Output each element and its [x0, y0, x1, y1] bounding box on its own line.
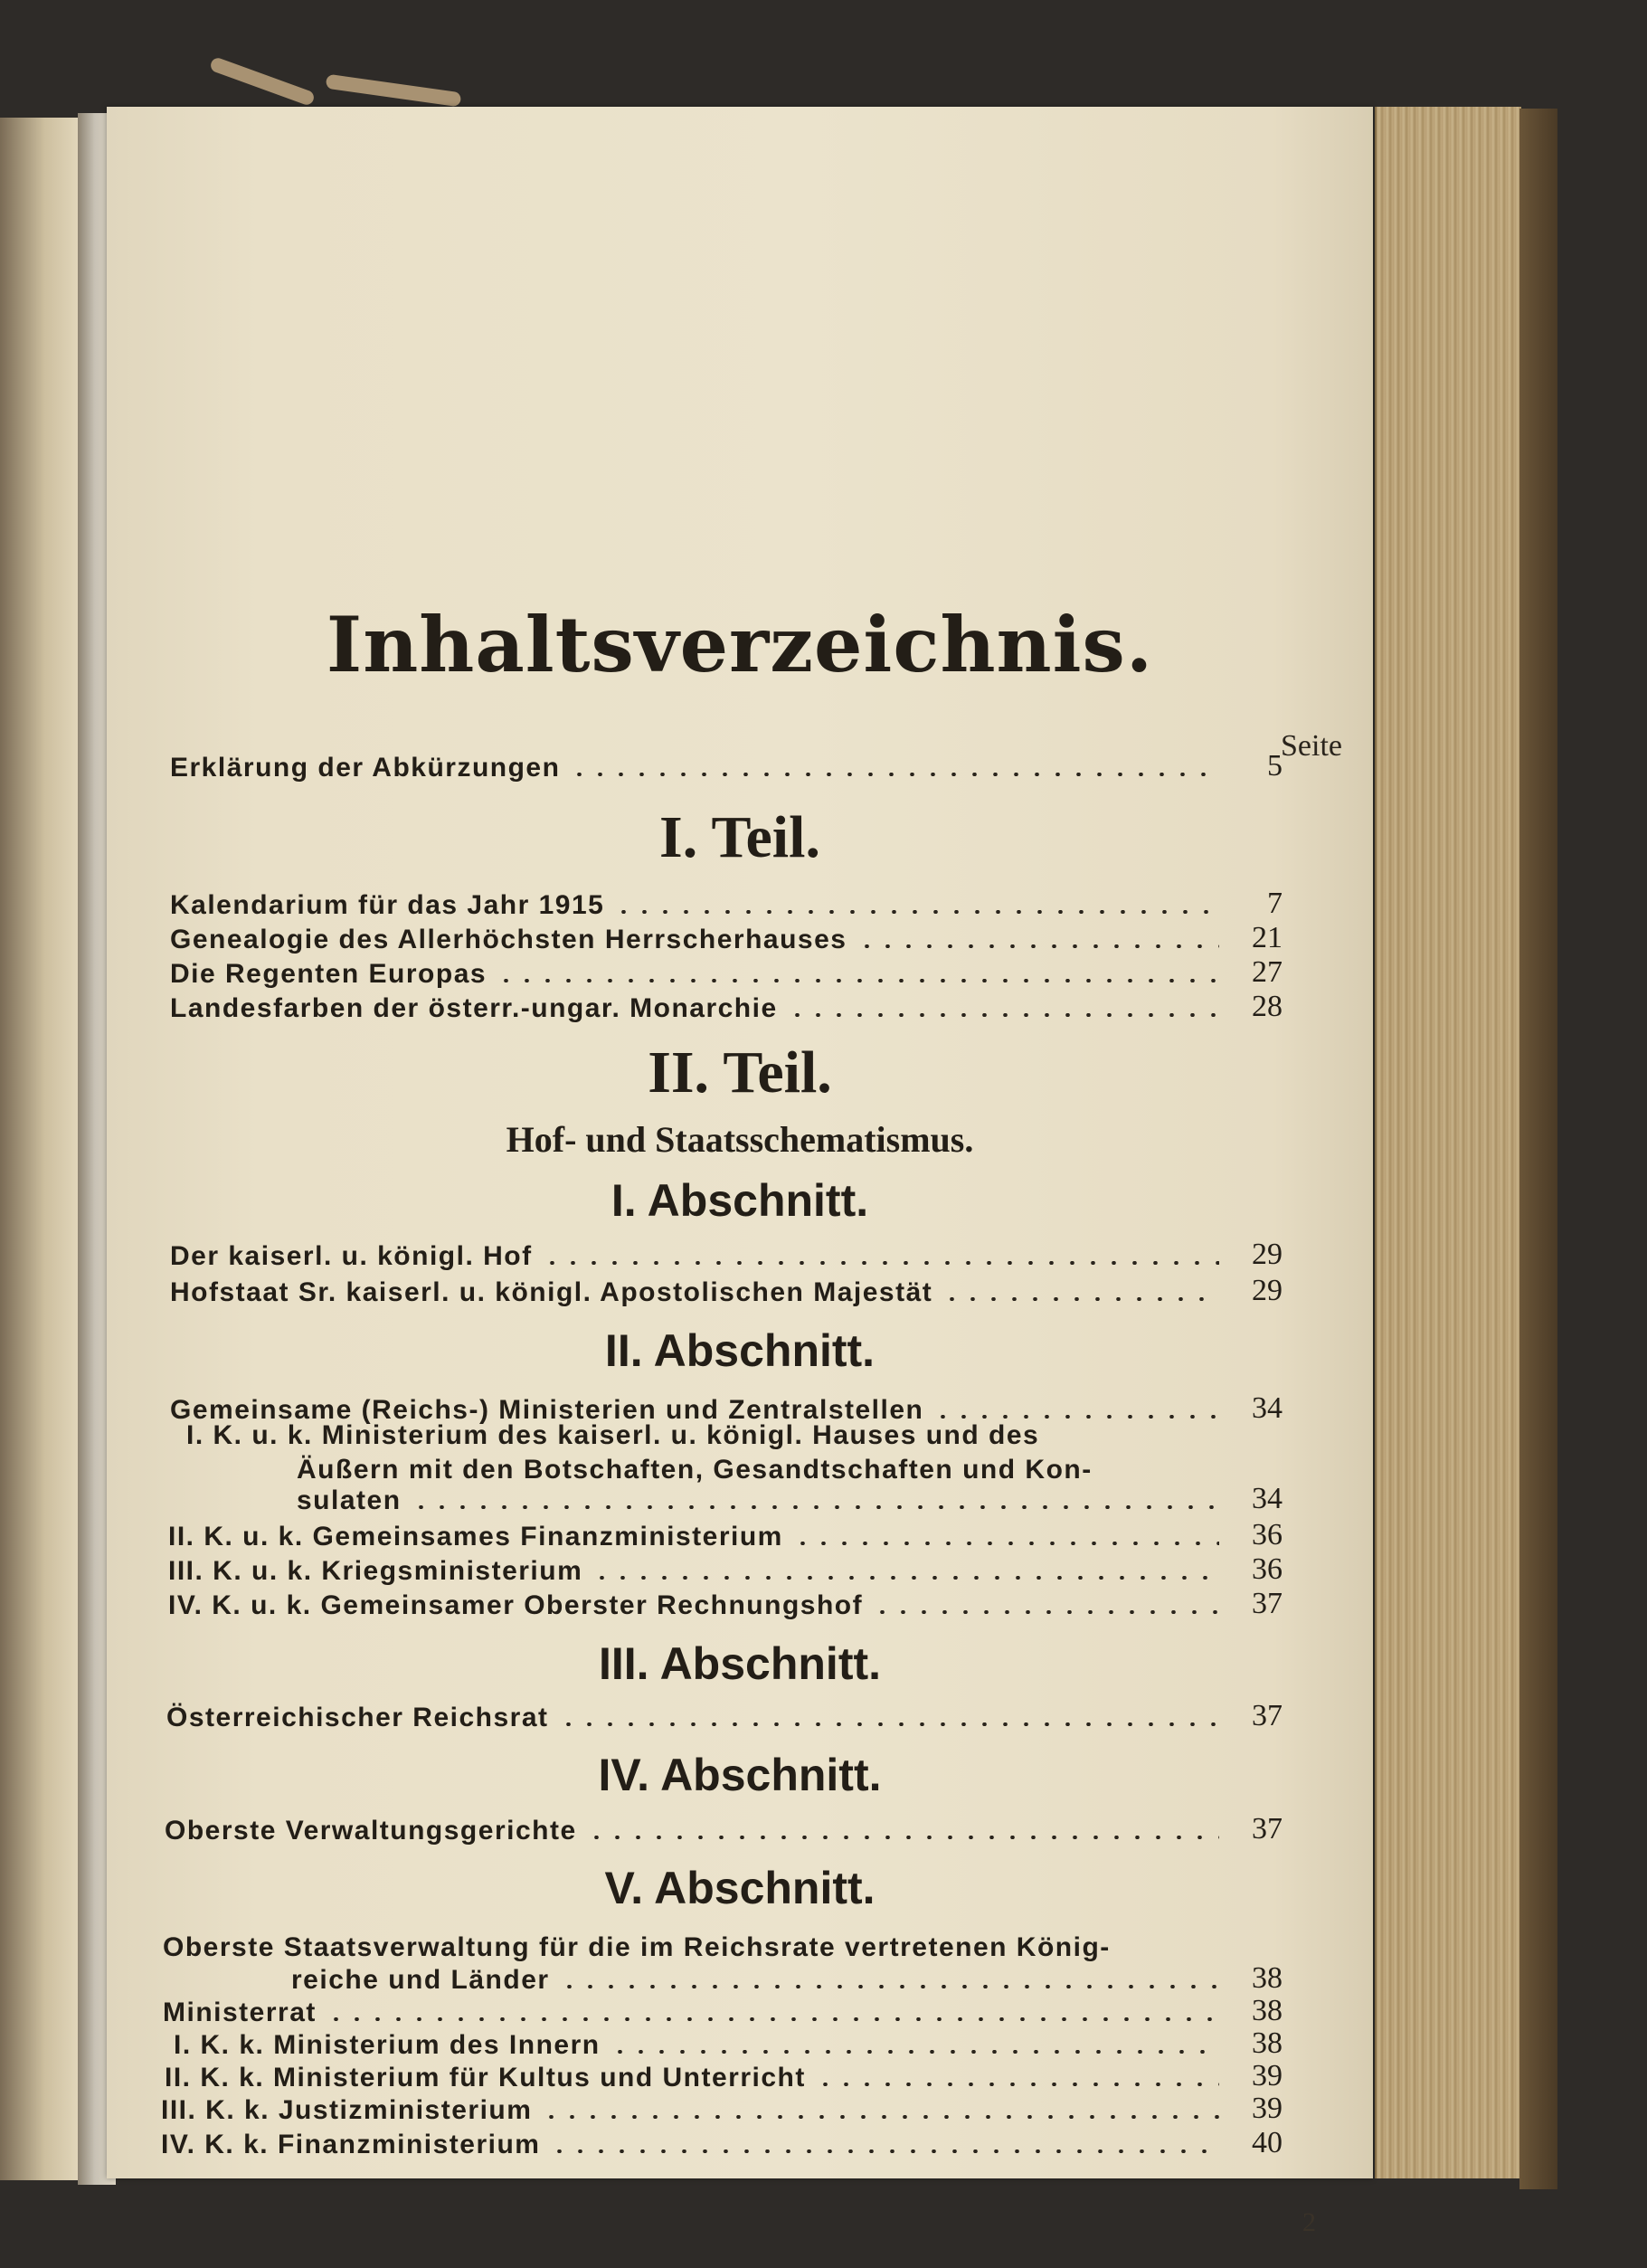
page-number: 2 — [1302, 2207, 1316, 2237]
entry-title: Oberste Verwaltungsgerichte — [165, 1816, 577, 1846]
entry-title: IV. K. u. k. Gemeinsamer Oberster Rechnungshof — [168, 1590, 864, 1620]
entry-page: 7 — [1267, 887, 1283, 920]
dot-leader — [542, 1261, 1219, 1265]
section-subtitle: Hof- und Staatsschematismus. — [506, 1119, 974, 1160]
entry-title: Die Regenten Europas — [170, 959, 487, 989]
dot-leader — [541, 2115, 1219, 2119]
dot-leader — [942, 1297, 1219, 1301]
entry-title: sulaten — [297, 1485, 402, 1515]
entry-page: 37 — [1252, 1587, 1283, 1620]
dot-leader — [569, 773, 1219, 776]
dot-leader — [326, 2017, 1219, 2021]
dot-leader — [592, 1576, 1219, 1580]
subsection-heading: I. Abschnitt. — [611, 1175, 869, 1226]
dot-leader — [857, 944, 1220, 948]
subsection-heading: II. Abschnitt. — [604, 1325, 876, 1376]
entry-page: 40 — [1252, 2126, 1283, 2159]
entry-title: IV. K. k. Finanzministerium — [161, 2130, 541, 2159]
entry-title: Österreichischer Reichsrat — [166, 1703, 549, 1732]
entry-title: Erklärung der Abkürzungen — [170, 753, 561, 783]
toc-entry — [291, 1961, 1283, 1996]
entry-page: 39 — [1252, 2092, 1283, 2125]
entry-page: 21 — [1252, 921, 1283, 954]
entry-title: Ministerrat — [163, 1998, 317, 2027]
dot-leader — [411, 1505, 1219, 1509]
toc-entry — [170, 1238, 1283, 1272]
dot-leader — [559, 1985, 1219, 1988]
entry-page: 34 — [1252, 1391, 1283, 1425]
entry-page: 38 — [1252, 2026, 1283, 2060]
toc-entry — [170, 1274, 1283, 1308]
dot-leader — [792, 1542, 1219, 1545]
entry-title: Gemeinsame (Reichs-) Ministerien und Zentralstellen — [170, 1395, 924, 1425]
entry-page: 39 — [1252, 2059, 1283, 2092]
entry-page: 36 — [1252, 1552, 1283, 1586]
subsection-heading: IV. Abschnitt. — [598, 1750, 882, 1800]
page-title: Inhaltsverzeichnis. — [326, 600, 1154, 689]
entry-page: 29 — [1252, 1238, 1283, 1271]
dot-leader — [787, 1013, 1219, 1017]
dot-leader — [932, 1415, 1219, 1419]
section-heading: I. Teil. — [659, 804, 820, 870]
page-column-header: Seite — [1281, 729, 1342, 763]
entry-page: 38 — [1252, 1961, 1283, 1995]
entry-title: reiche und Länder — [291, 1965, 550, 1995]
bookmark-ribbon — [209, 56, 316, 107]
page-block-edges — [1375, 107, 1521, 2178]
section-heading: II. Teil. — [648, 1039, 832, 1106]
entry-title: I. K. k. Ministerium des Innern — [174, 2030, 601, 2060]
toc-entry — [161, 2092, 1283, 2126]
right-page — [107, 107, 1373, 2237]
dot-leader — [549, 2149, 1219, 2153]
toc-entry — [168, 1518, 1283, 1552]
toc-entry — [170, 990, 1283, 1024]
book-cover-edge — [1519, 109, 1557, 2189]
entry-title: II. K. k. Ministerium für Kultus und Unterricht — [165, 2063, 806, 2092]
entry-title: III. K. k. Justizministerium — [161, 2095, 533, 2125]
toc-entry — [170, 955, 1283, 990]
toc-entry — [168, 1587, 1283, 1621]
entry-title: Hofstaat Sr. kaiserl. u. königl. Apostolischen Majestät — [170, 1277, 933, 1307]
toc-entry — [163, 1994, 1283, 2028]
toc-entry — [170, 749, 1283, 783]
dot-leader — [586, 1836, 1219, 1839]
entry-page: 36 — [1252, 1518, 1283, 1552]
entry-page: 28 — [1252, 990, 1283, 1023]
toc-entry — [165, 2059, 1283, 2093]
entry-title: II. K. u. k. Gemeinsames Finanzministerium — [168, 1522, 783, 1552]
entry-title: Der kaiserl. u. königl. Hof — [170, 1241, 533, 1271]
left-page-edge — [0, 118, 81, 2180]
dot-leader — [558, 1722, 1219, 1726]
entry-page: 34 — [1252, 1482, 1283, 1515]
toc-entry — [165, 1812, 1283, 1846]
entry-page: 5 — [1267, 749, 1283, 783]
bookmark-ribbon — [326, 74, 462, 108]
toc-entry — [166, 1699, 1283, 1733]
dot-leader — [872, 1610, 1219, 1614]
toc-entry — [174, 2026, 1283, 2061]
entry-title: I. K. u. k. Ministerium des kaiserl. u. königl. Hauses und des — [186, 1420, 1040, 1450]
entry-page: 37 — [1252, 1699, 1283, 1732]
entry-title: Genealogie des Allerhöchsten Herrscherhauses — [170, 925, 847, 954]
dot-leader — [610, 2050, 1219, 2054]
entry-page: 27 — [1252, 955, 1283, 989]
toc-entry — [161, 2126, 1283, 2160]
toc-entry — [170, 921, 1283, 955]
subsection-heading: III. Abschnitt. — [598, 1638, 882, 1689]
dot-leader — [496, 979, 1219, 982]
toc-entry — [297, 1482, 1283, 1516]
toc-entry — [168, 1552, 1283, 1587]
entry-title: Äußern mit den Botschaften, Gesandtschaften und Kon- — [297, 1455, 1093, 1485]
entry-title: Oberste Staatsverwaltung für die im Reichsrate vertretenen König- — [163, 1932, 1111, 1962]
entry-title: Landesfarben der österr.-ungar. Monarchie — [170, 993, 778, 1023]
entry-page: 38 — [1252, 1994, 1283, 2027]
subsection-heading: V. Abschnitt. — [604, 1863, 876, 1913]
entry-page: 37 — [1252, 1812, 1283, 1846]
toc-entry — [170, 887, 1283, 921]
dot-leader — [613, 910, 1219, 914]
entry-page: 29 — [1252, 1274, 1283, 1307]
dot-leader — [815, 2083, 1219, 2086]
table-of-contents — [107, 107, 1373, 2237]
entry-title: III. K. u. k. Kriegsministerium — [168, 1556, 583, 1586]
entry-title: Kalendarium für das Jahr 1915 — [170, 890, 605, 920]
